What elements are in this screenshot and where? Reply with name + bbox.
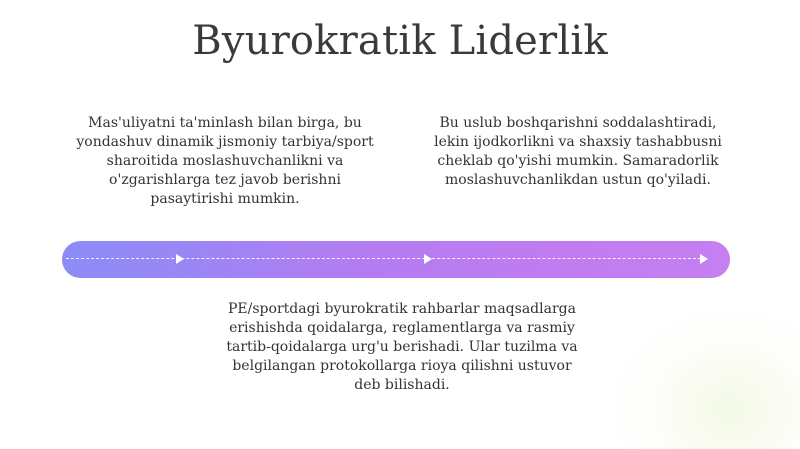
left-text-block: Mas'uliyatni ta'minlash bilan birga, bu yondashuv dinamik jismoniy tarbiya/sport sharoitida moslashuvchanlikni va o'zgarishlarga tez javob berishni pasaytirishi mumkin. xyxy=(76,115,374,207)
slide-title: Byurokratik Liderlik xyxy=(192,18,608,64)
arrow-right-icon xyxy=(176,254,184,264)
corner-glow-decoration xyxy=(600,299,800,449)
timeline-dashed-line xyxy=(66,258,706,259)
bottom-text-block: PE/sportdagi byurokratik rahbarlar maqsadlarga erishishda qoidalarga, reglamentlarga va rasmiy tartib-qoidalarga urg'u berishadi. Ular tuzilma va belgilangan protokollarga rioya qilishni ustuvor deb bilishadi. xyxy=(226,301,578,393)
timeline-bar xyxy=(62,241,730,278)
right-text-block: Bu uslub boshqarishni soddalashtiradi, lekin ijodkorlikni va shaxsiy tashabbusni cheklab qo'yishi mumkin. Samaradorlik moslashuvchanlikdan ustun qo'yiladi. xyxy=(434,115,722,188)
arrow-right-icon xyxy=(424,254,432,264)
arrow-right-icon xyxy=(700,254,708,264)
